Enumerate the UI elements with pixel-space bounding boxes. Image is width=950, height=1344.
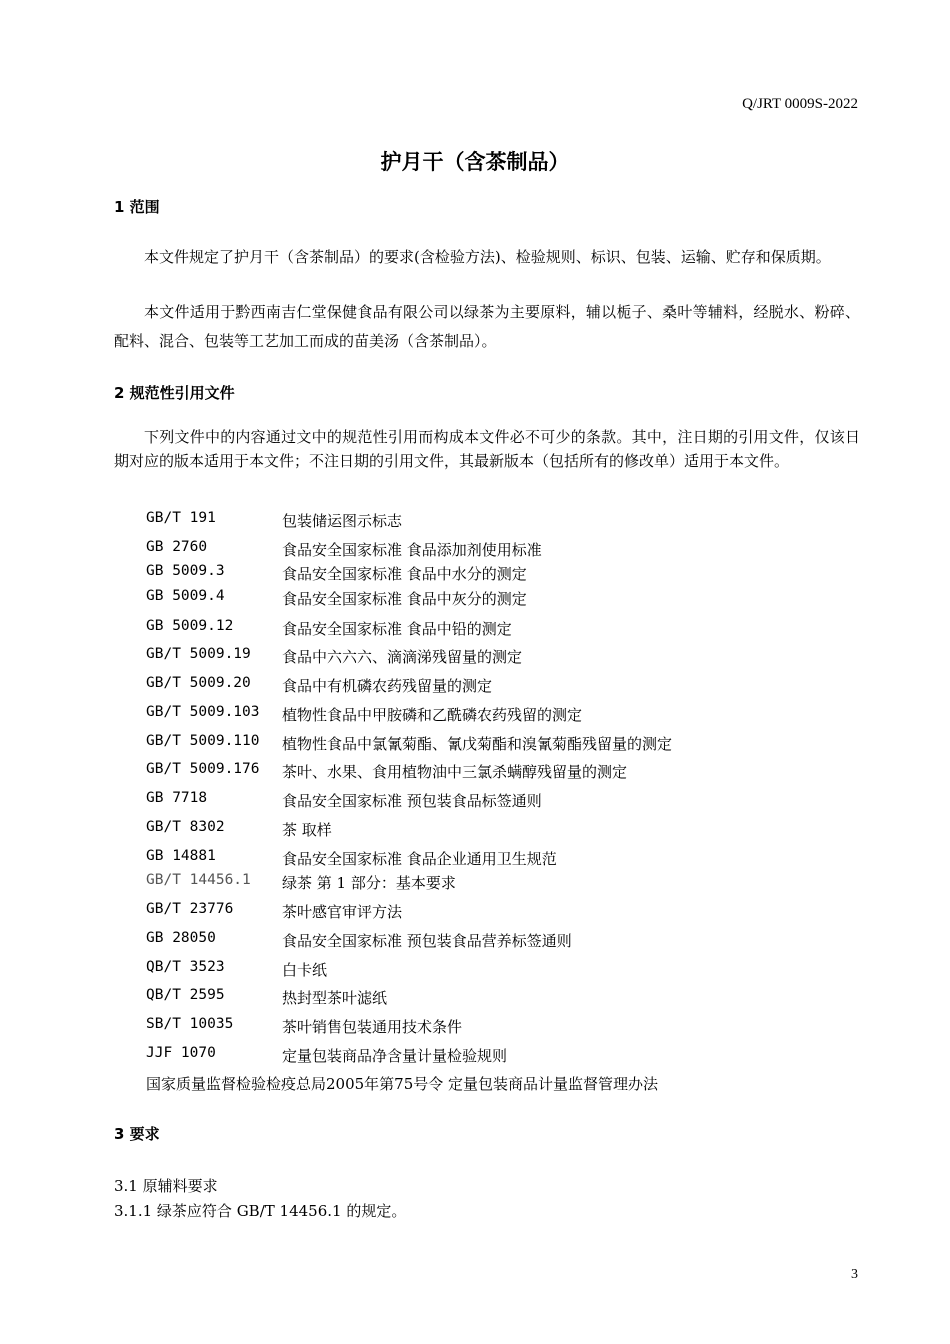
ref-title: 绿茶 第 1 部分：基本要求 <box>282 874 456 892</box>
ref-title: 食品中有机磷农药残留量的测定 <box>282 677 493 695</box>
section-3-heading: 3 要求 <box>114 1125 160 1143</box>
ref-code: GB 2760 <box>146 539 208 555</box>
section-2-intro: 下列文件中的内容通过文中的规范性引用而构成本文件必不可少的条款。其中，注日期的引用文件，仅该日期对应的版本适用于本文件；不注日期的引用文件，其最新版本（包括所有的修改单）适用于本文件。 <box>114 428 860 470</box>
ref-code: GB/T 5009.110 <box>146 733 260 749</box>
ref-regulation: 国家质量监督检验检疫总局2005年第75号令 定量包装商品计量监督管理办法 <box>146 1075 659 1093</box>
subsection-3-1: 3.1 原辅料要求 <box>114 1177 218 1195</box>
ref-code: GB/T 23776 <box>146 901 234 917</box>
ref-title: 热封型茶叶滤纸 <box>282 989 388 1007</box>
ref-title: 食品安全国家标准 食品企业通用卫生规范 <box>282 850 557 868</box>
ref-title: 白卡纸 <box>282 961 328 979</box>
section-1-paragraph-1: 本文件规定了护月干（含茶制品）的要求(含检验方法)、检验规则、标识、包装、运输、贮存和保质期。 <box>144 248 831 266</box>
ref-code: GB/T 14456.1 <box>146 872 251 888</box>
ref-title: 食品安全国家标准 预包装食品标签通则 <box>282 792 542 810</box>
ref-code: GB 5009.3 <box>146 563 225 579</box>
ref-code: GB/T 5009.103 <box>146 704 260 720</box>
ref-title: 植物性食品中氯氰菊酯、氰戊菊酯和溴氰菊酯残留量的测定 <box>282 735 673 753</box>
ref-code: QB/T 2595 <box>146 987 225 1003</box>
ref-title: 茶叶感官审评方法 <box>282 903 403 921</box>
ref-title: 定量包装商品净含量计量检验规则 <box>282 1047 508 1065</box>
ref-code: JJF 1070 <box>146 1045 216 1061</box>
ref-code: GB 14881 <box>146 848 216 864</box>
ref-title: 食品安全国家标准 食品添加剂使用标准 <box>282 541 542 559</box>
ref-code: GB/T 5009.20 <box>146 675 251 691</box>
ref-title: 食品安全国家标准 食品中灰分的测定 <box>282 590 527 608</box>
ref-code: GB/T 8302 <box>146 819 225 835</box>
section-1-heading: 1 范围 <box>114 198 160 216</box>
ref-title: 食品安全国家标准 食品中水分的测定 <box>282 565 527 583</box>
document-code: Q/JRT 0009S-2022 <box>742 96 858 112</box>
ref-code: GB/T 191 <box>146 510 216 526</box>
ref-code: GB/T 5009.176 <box>146 761 260 777</box>
ref-code: QB/T 3523 <box>146 959 225 975</box>
ref-title: 食品安全国家标准 预包装食品营养标签通则 <box>282 932 572 950</box>
ref-title: 茶叶销售包装通用技术条件 <box>282 1018 463 1036</box>
ref-title: 植物性食品中甲胺磷和乙酰磷农药残留的测定 <box>282 706 583 724</box>
ref-title: 食品安全国家标准 食品中铅的测定 <box>282 620 512 638</box>
page-title: 护月干（含茶制品） <box>380 150 570 174</box>
ref-title: 食品中六六六、滴滴涕残留量的测定 <box>282 648 523 666</box>
ref-code: GB 5009.4 <box>146 588 225 604</box>
ref-title: 茶叶、水果、食用植物油中三氯杀螨醇残留量的测定 <box>282 763 628 781</box>
ref-title: 包装储运图示标志 <box>282 512 403 530</box>
ref-code: GB 5009.12 <box>146 618 234 634</box>
ref-code: GB/T 5009.19 <box>146 646 251 662</box>
section-1-paragraph-2: 本文件适用于黔西南吉仁堂保健食品有限公司以绿茶为主要原料，辅以栀子、桑叶等辅料，经脱水、粉碎、配料、混合、包装等工艺加工而成的苗美汤（含茶制品）。 <box>114 303 860 350</box>
section-2-heading: 2 规范性引用文件 <box>114 384 235 402</box>
page-number: 3 <box>851 1267 858 1282</box>
ref-title: 茶 取样 <box>282 821 332 839</box>
ref-code: SB/T 10035 <box>146 1016 234 1032</box>
ref-code: GB 7718 <box>146 790 208 806</box>
subsection-3-1-1: 3.1.1 绿茶应符合 GB/T 14456.1 的规定。 <box>114 1202 407 1220</box>
ref-code: GB 28050 <box>146 930 216 946</box>
